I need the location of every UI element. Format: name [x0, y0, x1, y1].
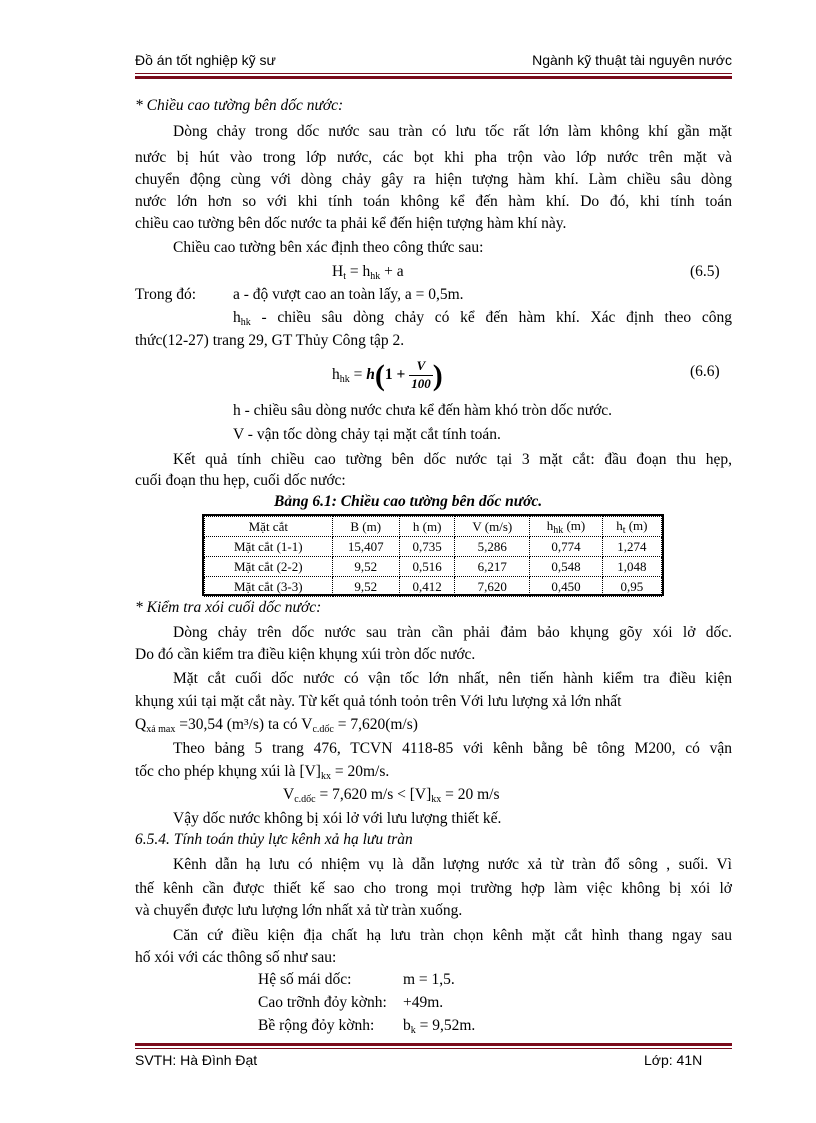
section-heading-wall: * Chiều cao tường bên dốc nước: [135, 97, 344, 114]
paragraph-line: thế kênh cần được thiết kế sao cho trong mọi trường hợp làm việc không bị xói lở [135, 880, 732, 897]
table-row [205, 577, 662, 597]
table-cell: 7,620 [455, 577, 530, 597]
table-cell: 1,274 [602, 537, 661, 557]
paragraph-line: Dòng chảy trong dốc nước sau tràn có lưu tốc rất lớn làm không khí gần mặt [173, 123, 732, 140]
result-line-2: cuối đoạn thu hẹp, cuối dốc nước: [135, 472, 346, 489]
table-cell: 5,286 [455, 537, 530, 557]
formula-intro: Chiều cao tường bên xác định theo công thức sau: [173, 239, 484, 256]
param-label: Cao trỡnh đỏy kờnh: [258, 994, 387, 1011]
footer-rule-thin [135, 1048, 732, 1049]
paragraph-line: và chuyển được lưu lượng lớn nhất xả từ tràn xuống. [135, 902, 463, 919]
table-cell: 1,048 [602, 557, 661, 577]
where-a: a - độ vượt cao an toàn lấy, a = 0,5m. [233, 286, 464, 303]
paragraph-line: chuyển động cùng với dòng chảy gây ra hiện tượng hàm khí. Làm chiều sâu dòng [135, 171, 732, 188]
velocity-comparison: $V_{c.dốc} = 7,620$ $m/s < [V]_{kx} = 20$ m/s [283, 786, 500, 805]
table-caption: Bảng 6.1: Chiều cao tường bên dốc nước. [274, 493, 543, 510]
v-description: V - vận tốc dòng chảy tại mặt cắt tính toán. [233, 426, 501, 443]
h-description: h - chiều sâu dòng nước chưa kể đến hàm khó tròn dốc nước. [233, 402, 613, 419]
table-row [205, 557, 662, 577]
param-value: m = 1,5. [403, 971, 455, 988]
table-cell: 9,52 [332, 557, 399, 577]
footer-left: SVTH: Hà Đình Đạt [135, 1052, 258, 1068]
paragraph-line: Theo bảng 5 trang 476, TCVN 4118-85 với kênh bằng bê tông M200, có vận [173, 740, 732, 757]
paragraph-line: khụng xúi tại mặt cắt này. Từ kết quả tónh toỏn trên Với lưu lượng xả lớn nhất [135, 693, 622, 710]
param-label: Hệ số mái dốc: [258, 971, 352, 988]
table-cell: Mặt cắt (1-1) [205, 537, 333, 557]
page-header [135, 50, 732, 72]
paragraph-line: nước bị hút vào trong lớp nước, các bọt khi pha trộn vào lớp nước trên mặt và [135, 149, 732, 166]
header-rule-thin [135, 73, 732, 74]
allowable-velocity-line: tốc cho phép khụng xúi là $[V]_{kx} = 20m/s$. [135, 763, 390, 782]
footer-rule-thick [135, 1043, 732, 1046]
table-cell: Mặt cắt (3-3) [205, 577, 333, 597]
table-row [205, 537, 662, 557]
result-line: Kết quả tính chiều cao tường bên dốc nước tại 3 mặt cắt: đầu đoạn thu hẹp, [173, 451, 732, 468]
formula-number-6-6: (6.6) [690, 363, 720, 380]
wall-height-table [202, 514, 664, 596]
formula-6-6: $h_{hk} = h(1$ + $\frac{V}{100}$ ) [332, 358, 443, 392]
table-cell: 0,548 [530, 557, 602, 577]
table-header: $h_{hk}$ (m) [530, 517, 602, 537]
discharge-line: $Q_{xả max} =30,54$ (m³/s) ta có $V_{c.dốc} = 7,620(m/s)$ [135, 716, 418, 735]
paragraph-line: Căn cứ điều kiện địa chất hạ lưu tràn chọn kênh mặt cắt hình thang ngay sau [173, 927, 732, 944]
table-header: B (m) [332, 517, 399, 537]
table-header: V (m/s) [455, 517, 530, 537]
where-label: Trong đó: [135, 286, 197, 303]
header-rule-thick [135, 76, 732, 79]
header-right: Ngành kỹ thuật tài nguyên nước [532, 52, 732, 68]
table-cell: 15,407 [332, 537, 399, 557]
paragraph-line: hố xói với các thông số như sau: [135, 949, 337, 966]
table-cell: 0,735 [399, 537, 454, 557]
section-heading-6-5-4: 6.5.4. Tính toán thủy lực kênh xả hạ lưu tràn [135, 831, 413, 848]
table-cell: 0,450 [530, 577, 602, 597]
conclusion: Vậy dốc nước không bị xói lở với lưu lượng thiết kế. [173, 810, 502, 827]
table-cell: 0,516 [399, 557, 454, 577]
paragraph-line: nước lớn hơn so với khi tính toán không kể đến hàm khí. Do đó, khi tính toán [135, 193, 732, 210]
table-cell: 0,95 [602, 577, 661, 597]
table-header: $h_t$ (m) [602, 517, 661, 537]
footer-right: Lớp: 41N [644, 1052, 703, 1068]
paragraph-line: Do đó cần kiểm tra điều kiện khụng xúi tròn dốc nước. [135, 646, 476, 663]
table-cell: 0,412 [399, 577, 454, 597]
hhk-description: $h_{hk}$ - chiều sâu dòng chảy có kể đến hàm khí. Xác định theo công [233, 309, 732, 328]
param-value: +49m. [403, 994, 444, 1011]
paragraph-line: Kênh dẫn hạ lưu có nhiệm vụ là dẫn lượng nước xả từ tràn đổ sông , suối. Vì [173, 856, 732, 873]
paragraph-line: Dòng chảy trên dốc nước sau tràn cần phải đảm bảo khụng gõy xói lở dốc. [173, 624, 732, 641]
param-label: Bề rộng đỏy kờnh: [258, 1017, 375, 1034]
param-value: $b_k = 9,52m$. [403, 1017, 476, 1036]
paragraph-line: chiều cao tường bên dốc nước ta phải kể đến hiện tượng hàm khí này. [135, 215, 567, 232]
section-heading-scour: * Kiểm tra xói cuối dốc nước: [135, 599, 322, 616]
hhk-description-2: thức(12-27) trang 29, GT Thủy Công tập 2. [135, 332, 405, 349]
table-cell: 6,217 [455, 557, 530, 577]
table-cell: 0,774 [530, 537, 602, 557]
table-header: h (m) [399, 517, 454, 537]
table-cell: 9,52 [332, 577, 399, 597]
table-header-row [205, 517, 662, 537]
formula-6-5: $H_t = h_{hk} + a$ [332, 263, 404, 282]
paragraph-line: Mặt cắt cuối dốc nước có vận tốc lớn nhất, nên tiến hành kiểm tra điều kiện [173, 670, 732, 687]
header-left: Đồ án tốt nghiệp kỹ sư [135, 52, 276, 68]
formula-number-6-5: (6.5) [690, 263, 720, 280]
table-header: Mặt cắt [205, 517, 333, 537]
table-cell: Mặt cắt (2-2) [205, 557, 333, 577]
